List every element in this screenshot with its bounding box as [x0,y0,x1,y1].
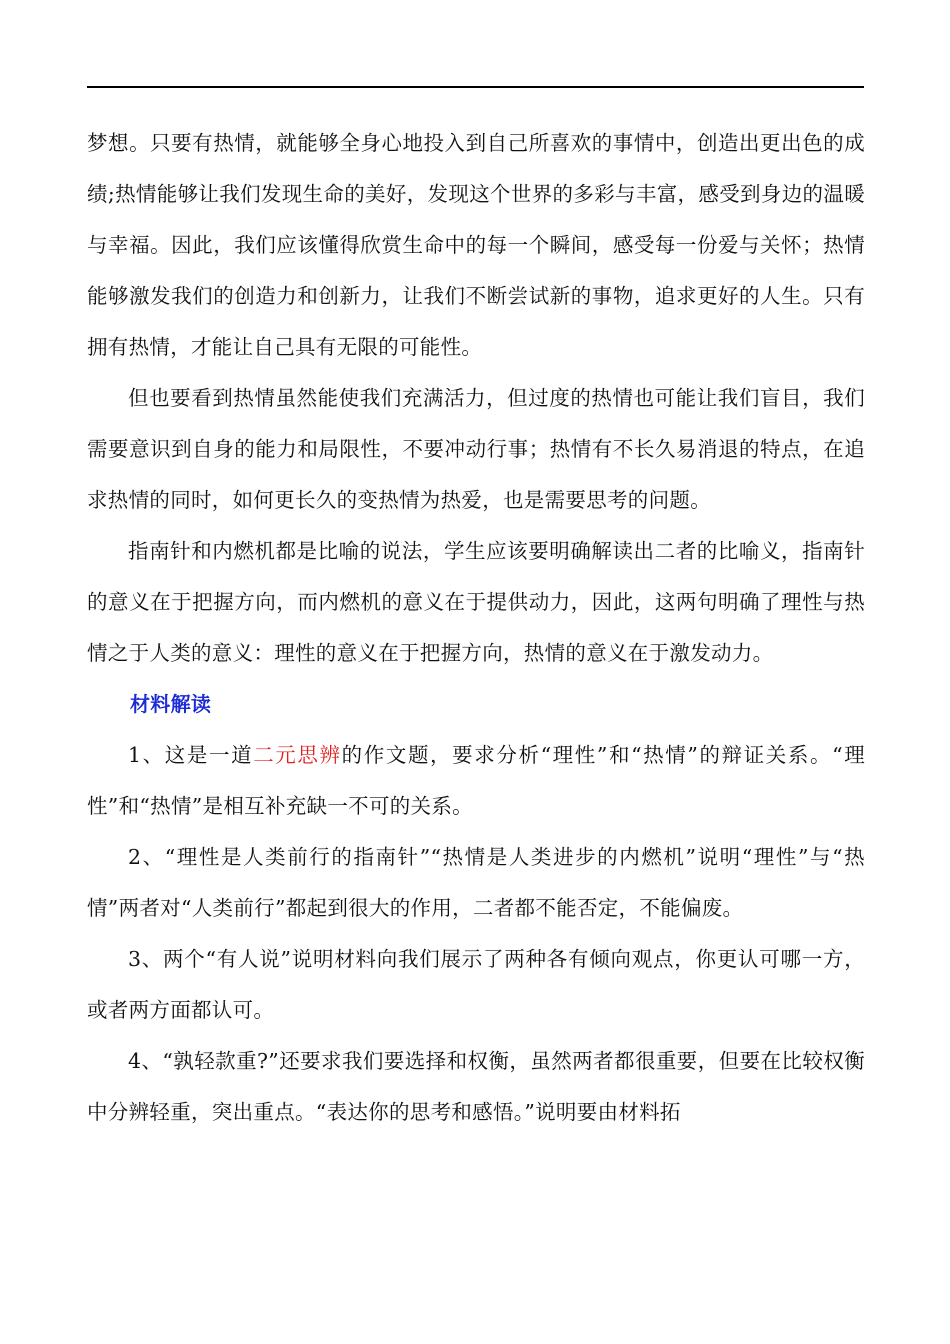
reading-item-3: 3、两个“有人说”说明材料向我们展示了两种各有倾向观点，你更认可哪一方，或者两方面都认可。 [87,947,865,1022]
reading-item-1-prefix: 1、这是一道 [128,743,254,767]
section-heading-material-reading: 材料解读 [130,692,212,716]
paragraph-passion-caution: 但也要看到热情虽然能使我们充满活力，但过度的热情也可能让我们盲目，我们需要意识到自身的能力和局限性，不要冲动行事；热情有不长久易消退的特点，在追求热情的同时，如何更长久的变热情为热爱，也是需要思考的问题。 [87,386,865,512]
reading-item-4: 4、“孰轻款重?”还要求我们要选择和权衡，虽然两者都很重要，但要在比较权衡中分辨轻重，突出重点。“表达你的思考和感悟。”说明要由材料拓 [87,1049,865,1124]
paragraph-metaphor-explanation: 指南针和内燃机都是比喻的说法，学生应该要明确解读出二者的比喻义，指南针的意义在于把握方向，而内燃机的意义在于提供动力，因此，这两句明确了理性与热情之于人类的意义：理性的意义在于把握方向，热情的意义在于激发动力。 [87,539,865,665]
reading-item-1-suffix: 的作文题，要求分析“理性”和“热情”的辩证关系。“理性”和“热情”是相互补充缺一不可的关系。 [87,743,866,818]
header-rule [87,86,864,88]
highlight-binary-thinking: 二元思辨 [253,743,342,767]
reading-item-2: 2、“理性是人类前行的指南针”“热情是人类进步的内燃机”说明“理性”与“热情”两者对“人类前行”都起到很大的作用，二者都不能否定，不能偏废。 [87,845,865,920]
reading-item-1 [87,730,865,832]
document-body [87,118,865,1138]
paragraph-passion-benefits: 梦想。只要有热情，就能够全身心地投入到自己所喜欢的事情中，创造出更出色的成绩;热情能够让我们发现生命的美好，发现这个世界的多彩与丰富，感受到身边的温暖与幸福。因此，我们应该懂得欣赏生命中的每一个瞬间，感受每一份爱与关怀；热情能够激发我们的创造力和创新力，让我们不断尝试新的事物，追求更好的人生。只有拥有热情，才能让自己具有无限的可能性。 [87,131,865,359]
